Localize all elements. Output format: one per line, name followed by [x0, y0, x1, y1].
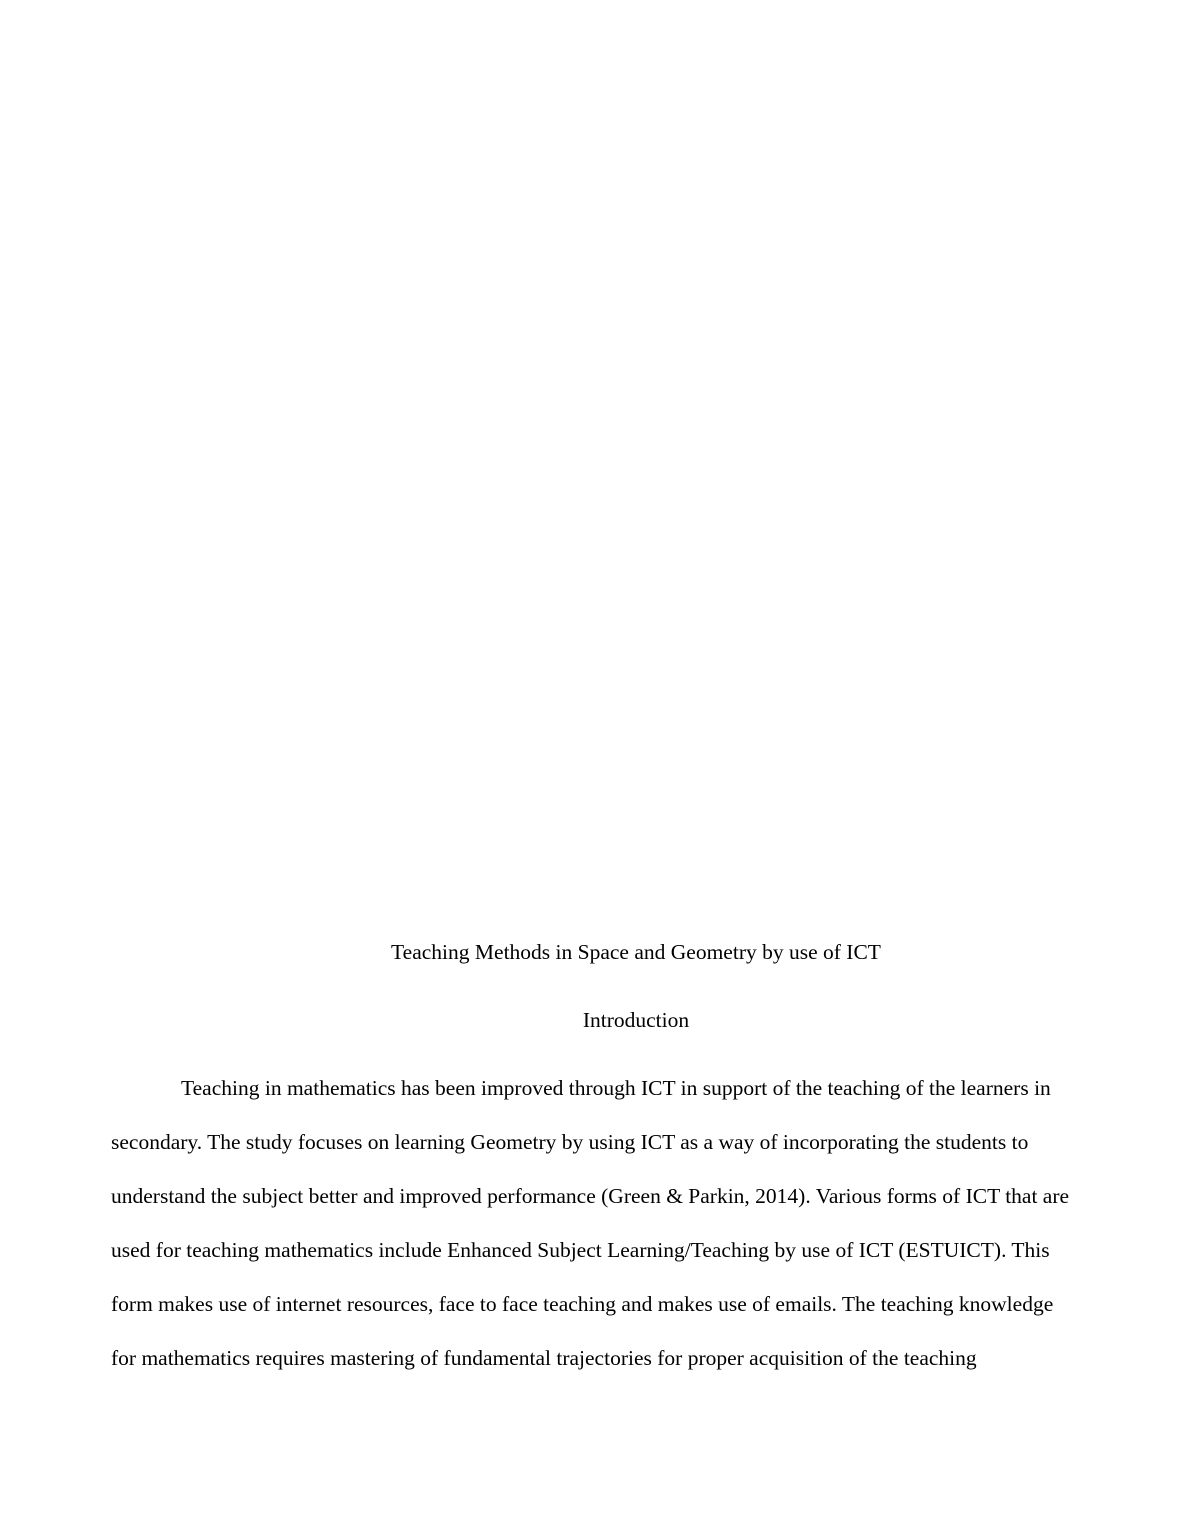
introduction-paragraph	[111, 1072, 1171, 1396]
paragraph-line: form makes use of internet resources, face to face teaching and makes use of emails. The teaching knowledge	[111, 1292, 1054, 1316]
paragraph-line: understand the subject better and improved performance (Green & Parkin, 2014). Various forms of ICT that are	[111, 1184, 1070, 1208]
paragraph-line: Teaching in mathematics has been improved through ICT in support of the teaching of the learners in	[181, 1076, 1051, 1100]
document-title: Teaching Methods in Space and Geometry by use of ICT	[391, 940, 881, 964]
paragraph-line: used for teaching mathematics include Enhanced Subject Learning/Teaching by use of ICT (ESTUICT). This	[111, 1238, 1050, 1262]
paragraph-line: for mathematics requires mastering of fundamental trajectories for proper acquisition of the teaching	[111, 1346, 977, 1370]
paragraph-line: secondary. The study focuses on learning Geometry by using ICT as a way of incorporating the students to	[111, 1130, 1029, 1154]
section-heading-introduction: Introduction	[582, 1008, 690, 1032]
